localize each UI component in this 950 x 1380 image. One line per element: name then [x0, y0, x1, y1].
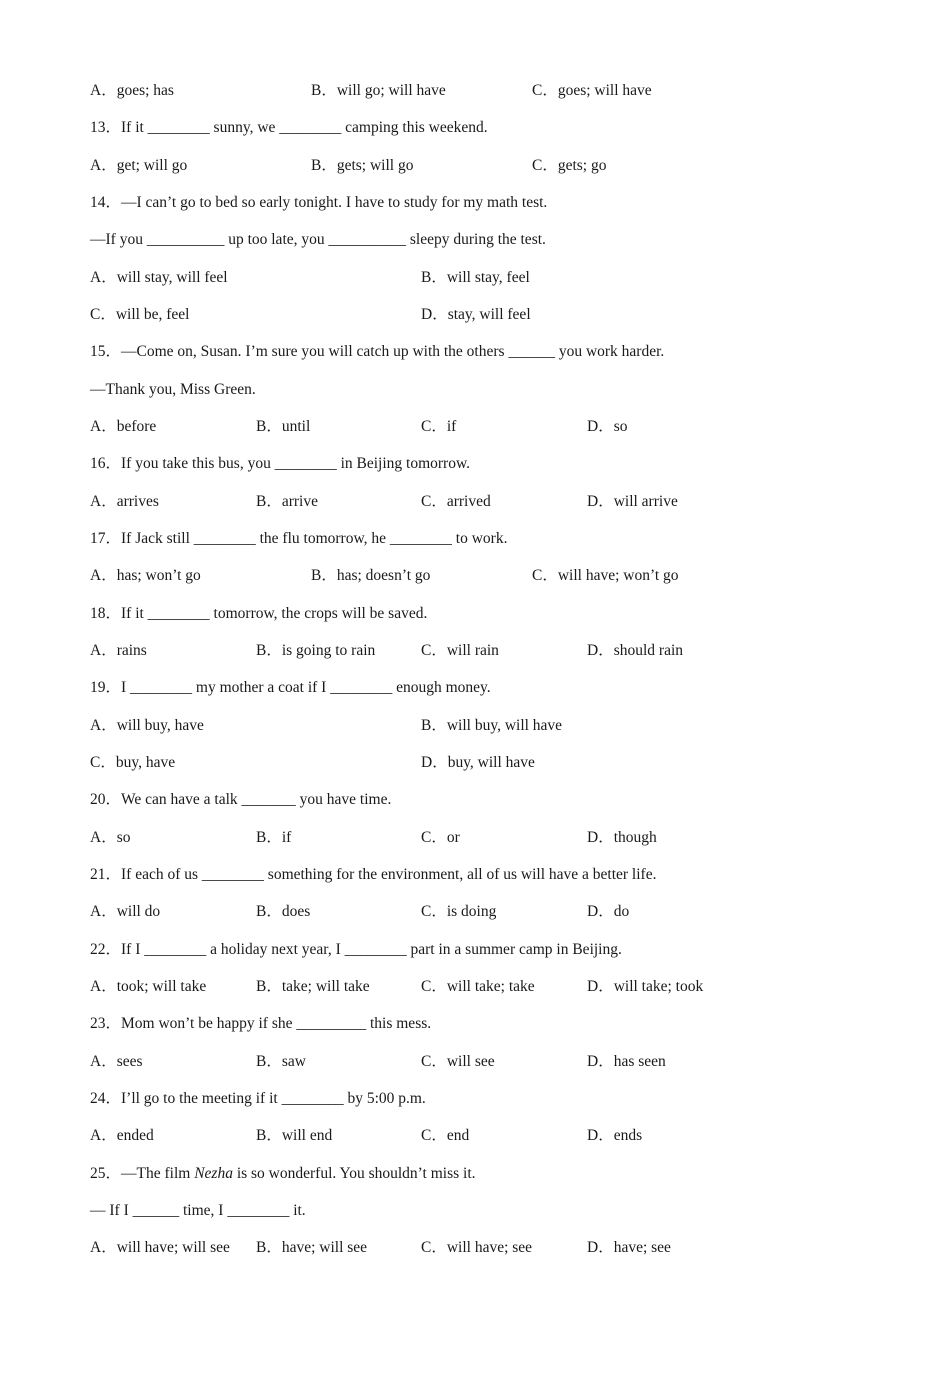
option-a[interactable]: A．will have; will see	[90, 1239, 230, 1256]
option-c[interactable]: C．will take; take	[421, 978, 535, 995]
q25-stem-end: is so wonderful. You shouldn’t miss it.	[232, 1165, 476, 1182]
option-c[interactable]: C．arrived	[421, 493, 491, 510]
q19-options-row-2	[90, 751, 890, 775]
q19-options-row-1	[90, 714, 890, 738]
q22-stem: 22．If I ________ a holiday next year, I ________ part in a summer camp in Beijing.	[90, 941, 622, 958]
q17-options-row	[90, 564, 890, 588]
option-b[interactable]: B．is going to rain	[256, 642, 376, 659]
option-d[interactable]: D．should rain	[587, 642, 684, 659]
option-a[interactable]: A．so	[90, 829, 131, 846]
option-a[interactable]: A．arrives	[90, 493, 159, 510]
option-d[interactable]: D．have; see	[587, 1239, 671, 1256]
option-a[interactable]: A．will do	[90, 903, 161, 920]
option-d[interactable]: D．buy, will have	[421, 754, 535, 771]
q18-options-row	[90, 639, 890, 663]
option-d[interactable]: D．ends	[587, 1127, 643, 1144]
option-b[interactable]: B．will end	[256, 1127, 333, 1144]
option-d[interactable]: D．has seen	[587, 1053, 666, 1070]
option-a[interactable]: A．will buy, have	[90, 717, 204, 734]
q23-options-row	[90, 1050, 890, 1074]
option-b[interactable]: B．take; will take	[256, 978, 370, 995]
q14-reply: —If you __________ up too late, you __________ sleepy during the test.	[90, 231, 546, 248]
film-title: Nezha	[194, 1165, 233, 1182]
q16-options-row	[90, 490, 890, 514]
q19-stem: 19．I ________ my mother a coat if I ________ enough money.	[90, 679, 491, 696]
q15-reply: —Thank you, Miss Green.	[90, 381, 256, 398]
q14-stem: 14．—I can’t go to bed so early tonight. I have to study for my math test.	[90, 194, 548, 211]
option-a[interactable]: A．ended	[90, 1127, 154, 1144]
q20-options-row	[90, 826, 890, 850]
option-d[interactable]: D．so	[587, 418, 628, 435]
q16-stem: 16．If you take this bus, you ________ in Beijing tomorrow.	[90, 455, 471, 472]
q15-stem: 15．—Come on, Susan. I’m sure you will catch up with the others ______ you work harder.	[90, 343, 665, 360]
option-b[interactable]: B．has; doesn’t go	[311, 567, 431, 584]
option-c[interactable]: C．end	[421, 1127, 470, 1144]
option-a[interactable]: A．goes; has	[90, 82, 174, 99]
option-a[interactable]: A．took; will take	[90, 978, 207, 995]
option-c[interactable]: C．buy, have	[90, 754, 176, 771]
q21-stem: 21．If each of us ________ something for the environment, all of us will have a better life.	[90, 866, 657, 883]
q13-options-row	[90, 154, 890, 178]
option-b[interactable]: B．have; will see	[256, 1239, 368, 1256]
option-c[interactable]: C．if	[421, 418, 457, 435]
option-c[interactable]: C．gets; go	[532, 157, 607, 174]
option-a[interactable]: A．has; won’t go	[90, 567, 201, 584]
q25-stem-start: 25．—The film	[90, 1165, 195, 1182]
option-c[interactable]: C．is doing	[421, 903, 497, 920]
option-b[interactable]: B．will stay, feel	[421, 269, 530, 286]
option-d[interactable]: D．will take; took	[587, 978, 704, 995]
option-b[interactable]: B．arrive	[256, 493, 318, 510]
q15-options-row	[90, 415, 890, 439]
q14-options-row-1	[90, 266, 890, 290]
option-b[interactable]: B．if	[256, 829, 292, 846]
option-a[interactable]: A．get; will go	[90, 157, 188, 174]
q18-stem: 18．If it ________ tomorrow, the crops will be saved.	[90, 605, 428, 622]
q14-options-row-2	[90, 303, 890, 327]
option-c[interactable]: C．will see	[421, 1053, 495, 1070]
option-b[interactable]: B．gets; will go	[311, 157, 414, 174]
option-c[interactable]: C．will have; see	[421, 1239, 533, 1256]
option-c[interactable]: C．will be, feel	[90, 306, 190, 323]
option-b[interactable]: B．does	[256, 903, 311, 920]
option-d[interactable]: D．do	[587, 903, 630, 920]
option-b[interactable]: B．saw	[256, 1053, 306, 1070]
q13-stem: 13．If it ________ sunny, we ________ camping this weekend.	[90, 119, 488, 136]
option-d[interactable]: D．stay, will feel	[421, 306, 531, 323]
q12-options-row	[90, 79, 890, 103]
option-c[interactable]: C．goes; will have	[532, 82, 652, 99]
q22-options-row	[90, 975, 890, 999]
q24-options-row	[90, 1124, 890, 1148]
option-b[interactable]: B．will go; will have	[311, 82, 446, 99]
q25-options-row	[90, 1236, 890, 1260]
q24-stem: 24．I’ll go to the meeting if it ________ by 5:00 p.m.	[90, 1090, 426, 1107]
q20-stem: 20．We can have a talk _______ you have time.	[90, 791, 392, 808]
q21-options-row	[90, 900, 890, 924]
option-a[interactable]: A．sees	[90, 1053, 143, 1070]
option-c[interactable]: C．or	[421, 829, 460, 846]
option-b[interactable]: B．will buy, will have	[421, 717, 563, 734]
option-a[interactable]: A．before	[90, 418, 157, 435]
option-a[interactable]: A．will stay, will feel	[90, 269, 228, 286]
option-d[interactable]: D．will arrive	[587, 493, 678, 510]
q25-reply: — If I ______ time, I ________ it.	[90, 1202, 306, 1219]
option-c[interactable]: C．will have; won’t go	[532, 567, 679, 584]
option-c[interactable]: C．will rain	[421, 642, 499, 659]
q17-stem: 17．If Jack still ________ the flu tomorrow, he ________ to work.	[90, 530, 508, 547]
option-d[interactable]: D．though	[587, 829, 657, 846]
q25-stem	[90, 1162, 890, 1186]
option-b[interactable]: B．until	[256, 418, 311, 435]
q23-stem: 23．Mom won’t be happy if she _________ this mess.	[90, 1015, 432, 1032]
option-a[interactable]: A．rains	[90, 642, 147, 659]
